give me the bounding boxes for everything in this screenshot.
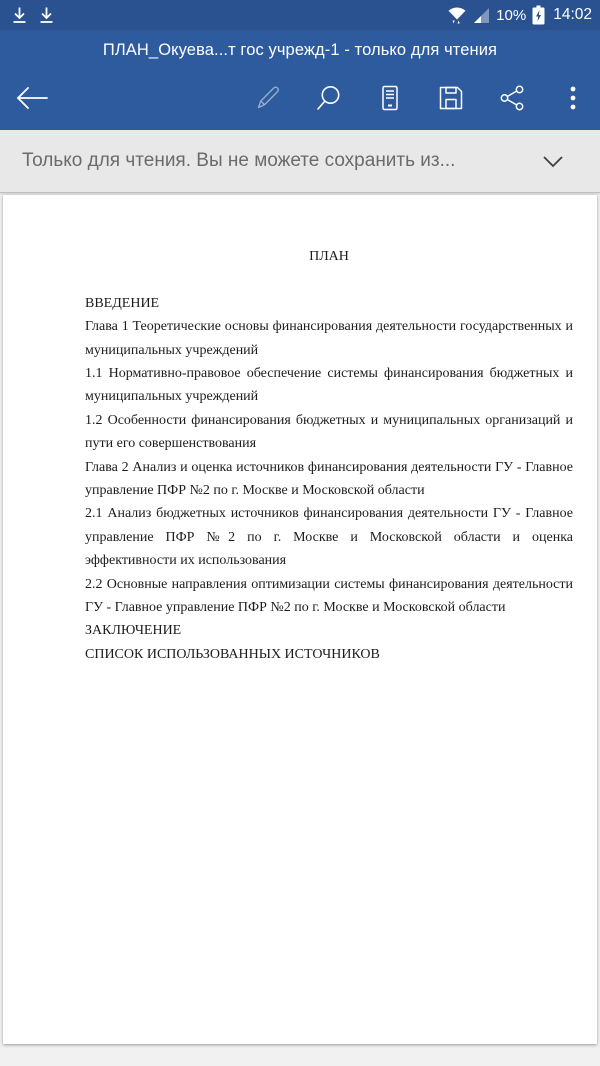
chevron-down-icon[interactable] bbox=[536, 149, 570, 174]
doc-paragraph: 2.2 Основные направления оптимизации системы финансирования деятельности ГУ - Главное управление ПФР №2 по г. Москве и Московской области bbox=[85, 576, 573, 616]
back-button[interactable] bbox=[16, 85, 56, 116]
doc-paragraph: Глава 2 Анализ и оценка источников финансирования деятельности ГУ - Главное управление ПФР №2 по г. Москве и Московской области bbox=[85, 459, 573, 499]
document-page bbox=[3, 195, 597, 1044]
save-button[interactable] bbox=[436, 85, 466, 115]
battery-percent: 10% bbox=[496, 6, 527, 24]
doc-paragraph: СПИСОК ИСПОЛЬЗОВАННЫХ ИСТОЧНИКОВ bbox=[85, 646, 380, 662]
save-icon bbox=[437, 84, 465, 117]
status-bar-clock: 14:02 bbox=[553, 6, 592, 24]
document-title: ПЛАН_Окуева...т гос учрежд-1 - только для чтения bbox=[102, 40, 498, 59]
signal-icon bbox=[473, 7, 490, 24]
battery-charging-icon bbox=[532, 5, 545, 25]
doc-paragraph: 1.2 Особенности финансирования бюджетных и муниципальных организаций и пути его совершенствования bbox=[85, 412, 573, 452]
status-bar bbox=[0, 0, 600, 30]
status-bar-indicators bbox=[447, 5, 592, 25]
app-title-bar bbox=[0, 30, 600, 70]
app-toolbar bbox=[0, 70, 600, 130]
search-icon bbox=[315, 84, 343, 117]
doc-paragraph: ЗАКЛЮЧЕНИЕ bbox=[85, 623, 182, 639]
overflow-menu-button[interactable] bbox=[558, 85, 588, 115]
share-icon bbox=[498, 84, 526, 117]
read-only-banner[interactable] bbox=[0, 130, 600, 193]
back-arrow-icon bbox=[16, 85, 50, 116]
status-bar-notifications bbox=[8, 7, 54, 24]
overflow-menu-icon bbox=[569, 84, 577, 117]
doc-heading: ПЛАН bbox=[309, 249, 349, 264]
mobile-view-button[interactable] bbox=[375, 85, 405, 115]
mobile-view-icon bbox=[376, 84, 404, 117]
doc-paragraph: 1.1 Нормативно-правовое обеспечение системы финансирования бюджетных и муниципальных учреждений bbox=[85, 366, 573, 405]
search-button[interactable] bbox=[314, 85, 344, 115]
edit-button[interactable] bbox=[253, 85, 283, 115]
doc-paragraph: Глава 1 Теоретические основы финансирования деятельности государственных и муниципальных учреждений bbox=[85, 319, 573, 358]
download-icon bbox=[39, 7, 54, 24]
doc-paragraph: ВВЕДЕНИЕ bbox=[85, 295, 160, 311]
pencil-icon bbox=[254, 84, 282, 117]
document-scroll-area[interactable] bbox=[0, 193, 600, 1066]
share-button[interactable] bbox=[497, 85, 527, 115]
read-only-message: Только для чтения. Вы не можете сохранить из... bbox=[22, 150, 456, 171]
wifi-icon bbox=[447, 6, 467, 25]
download-icon bbox=[12, 7, 27, 24]
doc-paragraph: 2.1 Анализ бюджетных источников финансирования деятельности ГУ - Главное управление ПФР №2 по г. Москве и Московской области и оценка эффективности их использования bbox=[85, 506, 573, 569]
